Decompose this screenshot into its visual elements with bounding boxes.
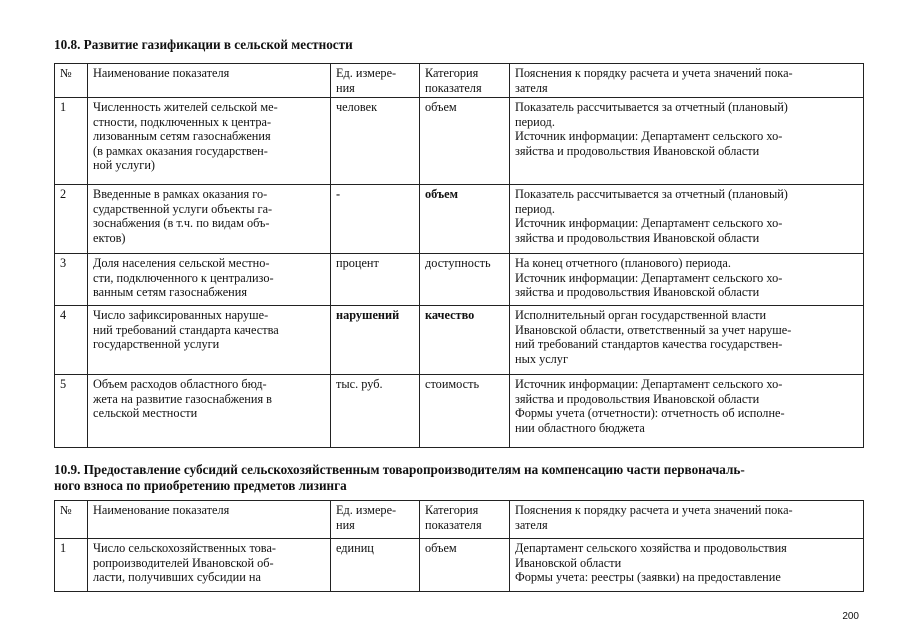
row-category: стоимость [420,375,510,448]
row-unit: единиц [331,539,420,592]
row-name: Число зафиксированных наруше- ний требований стандарта качества государственной услуги [88,306,331,375]
header-num: № [55,64,88,98]
row-notes: Источник информации: Департамент сельского хо- зяйства и продовольствия Ивановской области Формы учета (отчетности): отчетность об исполне- нии областного бюджета [510,375,864,448]
row-name: Введенные в рамках оказания го- сударственной услуги объекты га- зоснабжения (в т.ч. по видам объ- ектов) [88,185,331,254]
table-row [55,306,864,375]
row-name: Численность жителей сельской ме- стности, подключенных к центра- лизованным сетям газоснабжения (в рамках оказания государствен- ной услуги) [88,98,331,185]
row-notes: Показатель рассчитывается за отчетный (плановый) период. Источник информации: Департамент сельского хо- зяйства и продовольствия Ивановской области [510,98,864,185]
row-category: объем [420,185,510,254]
row-num: 1 [55,98,88,185]
row-category: объем [420,539,510,592]
header-notes: Пояснения к порядку расчета и учета значений пока- зателя [510,64,864,98]
indicators-table-10-9 [54,500,864,592]
table-header-row [55,501,864,539]
row-unit: нарушений [331,306,420,375]
table-row [55,254,864,306]
row-unit: процент [331,254,420,306]
row-num: 5 [55,375,88,448]
row-unit: человек [331,98,420,185]
header-name: Наименование показателя [88,501,331,539]
row-name: Объем расходов областного бюд- жета на развитие газоснабжения в сельской местности [88,375,331,448]
section-title-10-8: 10.8. Развитие газификации в сельской местности [54,37,353,52]
row-notes: На конец отчетного (планового) периода. Источник информации: Департамент сельского хо- зяйства и продовольствия Ивановской области [510,254,864,306]
header-unit: Ед. измере- ния [331,64,420,98]
page-number: 200 [842,611,859,622]
row-num: 4 [55,306,88,375]
row-num: 2 [55,185,88,254]
table-header-row [55,64,864,98]
header-name: Наименование показателя [88,64,331,98]
row-unit: тыс. руб. [331,375,420,448]
row-num: 1 [55,539,88,592]
table-row [55,375,864,448]
row-unit: - [331,185,420,254]
row-name: Число сельскохозяйственных това- ропроизводителей Ивановской об- ласти, получивших субсидии на [88,539,331,592]
row-notes: Департамент сельского хозяйства и продовольствия Ивановской области Формы учета: реестры (заявки) на предоставление [510,539,864,592]
header-unit: Ед. измере- ния [331,501,420,539]
row-name: Доля населения сельской местно- сти, подключенного к централизо- ванным сетям газоснабжения [88,254,331,306]
table-row [55,98,864,185]
row-category: доступность [420,254,510,306]
header-num: № [55,501,88,539]
row-notes: Исполнительный орган государственной власти Ивановской области, ответственный за учет наруше- ний требований стандартов качества государствен- ных услуг [510,306,864,375]
header-category: Категория показателя [420,501,510,539]
table-row [55,539,864,592]
indicators-table-10-8 [54,63,864,448]
row-category: объем [420,98,510,185]
row-category: качество [420,306,510,375]
section-title-10-9: 10.9. Предоставление субсидий сельскохозяйственным товаропроизводителям на компенсацию части первоначаль- ного взноса по приобретению предметов лизинга [54,462,745,493]
row-notes: Показатель рассчитывается за отчетный (плановый) период. Источник информации: Департамент сельского хо- зяйства и продовольствия Ивановской области [510,185,864,254]
table-row [55,185,864,254]
header-notes: Пояснения к порядку расчета и учета значений пока- зателя [510,501,864,539]
row-num: 3 [55,254,88,306]
header-category: Категория показателя [420,64,510,98]
